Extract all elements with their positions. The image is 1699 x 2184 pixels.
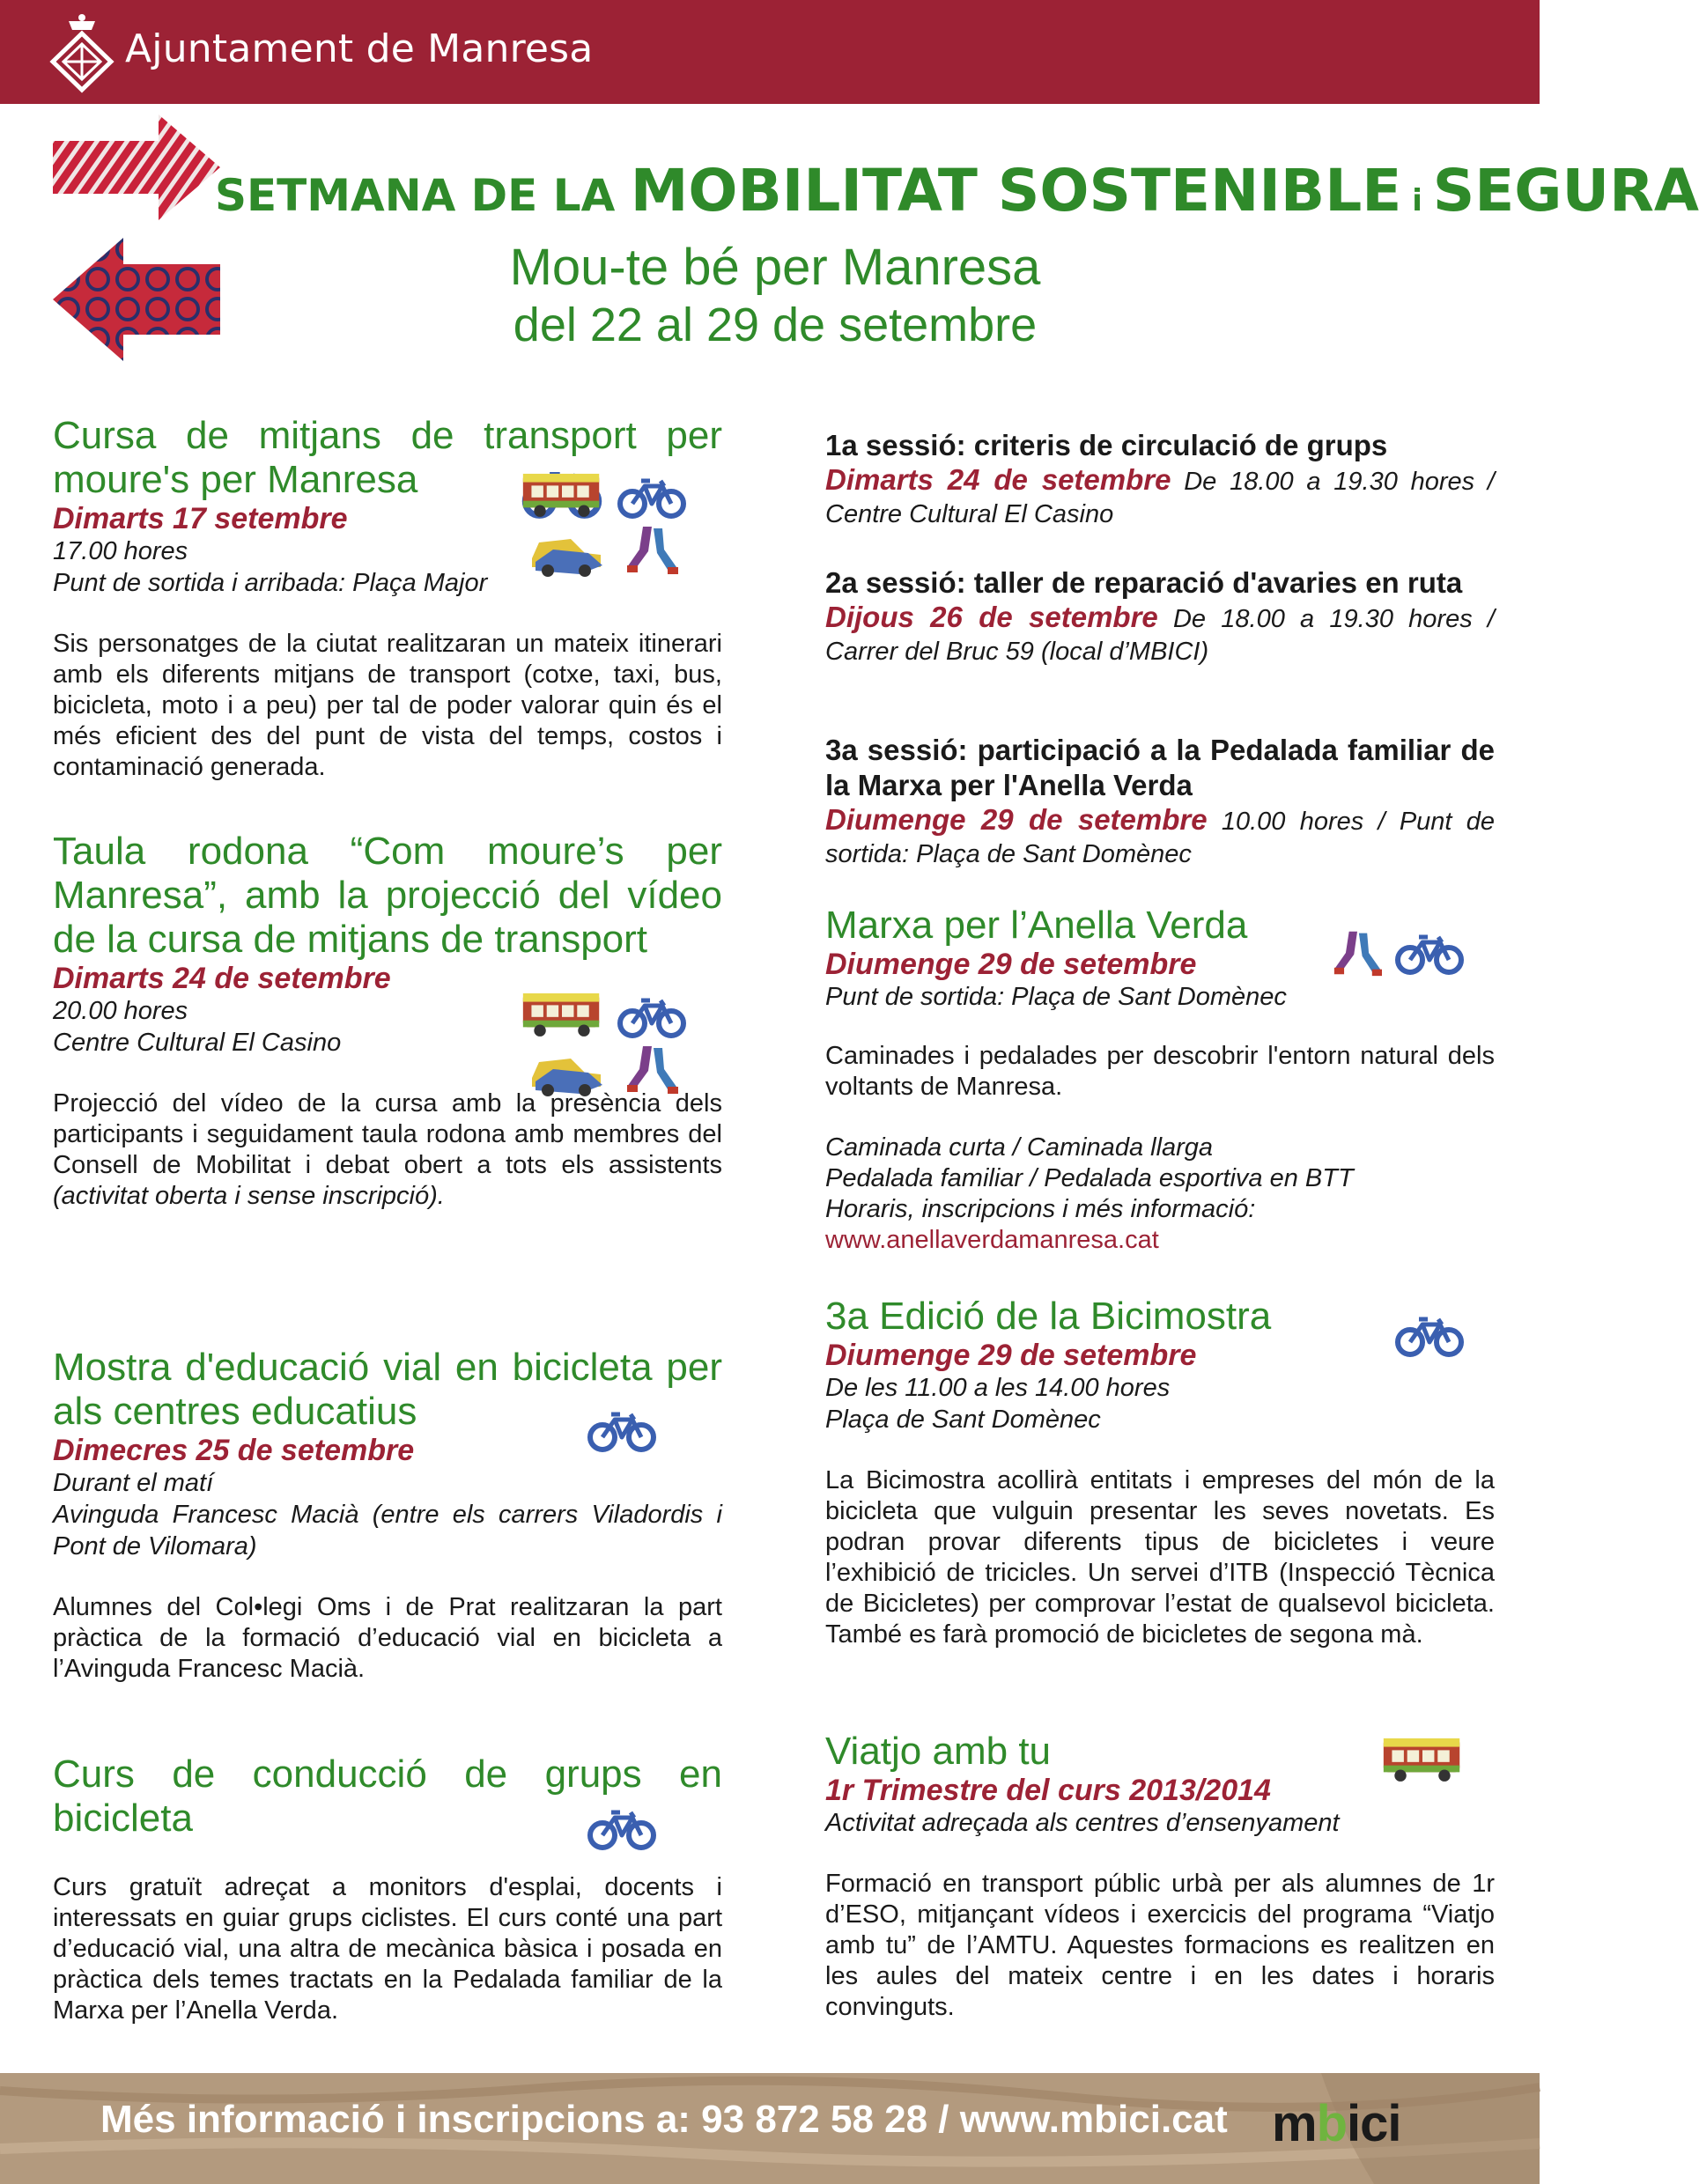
event-title: Taula rodona “Com moure’s per Manresa”, amb la projecció del vídeo de la cursa de mitjans de transport	[53, 830, 722, 961]
session-time-place: De 18.00 a 19.30 hores / Centre Cultural El Casino	[825, 468, 1495, 528]
city-crest-icon	[49, 12, 114, 93]
activity-list-2: Pedalada familiar / Pedalada esportiva en BTT	[825, 1164, 1354, 1192]
event-location: Centre Cultural El Casino	[53, 1029, 342, 1057]
event-date: Dimarts 24 de setembre	[53, 962, 391, 995]
organization-name: Ajuntament de Manresa	[125, 26, 594, 71]
event-title: Mostra d'educació vial en bicicleta per als centres educatius	[53, 1346, 722, 1433]
walking-icon	[1333, 928, 1382, 978]
session-details	[825, 803, 1495, 871]
session-date: Dijous 26 de setembre	[825, 601, 1158, 633]
event-location: Avinguda Francesc Macià (entre els carrers Viladordis i Pont de Vilomara)	[53, 1501, 722, 1561]
mbici-logo	[1272, 2094, 1401, 2153]
arrows-logo-icon	[53, 114, 220, 387]
event-description: Sis personatges de la ciutat realitzaran un mateix itinerari amb els diferents mitjans de transport (cotxe, taxi, bus, bicicleta, moto i a peu) per tal de poder valorar quin és el més eficient des del punt de vista del temps, costos i contaminació generada.	[53, 630, 722, 781]
event-title: Viatjo amb tu	[825, 1730, 1052, 1773]
bicycle-icon	[1394, 932, 1465, 976]
event-road-education	[53, 1346, 722, 1685]
session-1	[825, 428, 1495, 531]
session-details	[825, 463, 1495, 531]
walking-icon	[625, 523, 678, 576]
event-location: Plaça de Sant Domènec	[825, 1406, 1101, 1434]
bicycle-icon	[587, 1409, 657, 1453]
event-audience: Activitat adreçada als centres d’ensenyament	[825, 1809, 1340, 1837]
session-title: 1a sessió: criteris de circulació de grups	[825, 429, 1388, 461]
contact-info: Més informació i inscripcions a: 93 872 58 28 / www.mbici.cat	[100, 2098, 1228, 2141]
title-part-4: SEGURA	[1432, 157, 1699, 225]
session-time-place: De 18.00 a 19.30 hores / Carrer del Bruc 59 (local d’MBICI)	[825, 605, 1495, 666]
event-green-ring-walk	[825, 904, 1495, 1256]
event-description: La Bicimostra acollirà entitats i empreses del món de la bicicleta que vulguin presentar les seves novetats. Es podran provar diferents tipus de bicicletes i veure l’exhibició de tricicles. Un servei d’ITB (Inspecció Tècnica de Bicicletes) per comprovar l’estat de qualsevol bicicleta. També es farà promoció de bicicletes de segona mà.	[825, 1466, 1495, 1649]
bicycle-icon	[1394, 1314, 1465, 1358]
bicycle-icon	[617, 476, 687, 520]
event-transport-race	[53, 414, 722, 783]
event-time: De les 11.00 a les 14.00 hores	[825, 1374, 1171, 1402]
bus-icon	[1380, 1733, 1465, 1784]
description-note: (activitat oberta i sense inscripció).	[53, 1182, 445, 1210]
walking-icon	[625, 1043, 678, 1096]
event-date: 1r Trimestre del curs 2013/2014	[825, 1774, 1271, 1807]
event-time: 20.00 hores	[53, 997, 188, 1025]
bicycle-icon	[587, 1807, 657, 1851]
event-date: Diumenge 29 de setembre	[825, 1339, 1197, 1372]
campaign-subtitle: Mou-te bé per Manresa	[509, 239, 1041, 296]
event-description: Formació en transport públic urbà per als alumnes de 1r d’ESO, mitjançant vídeos i exercicis del programa “Viatjo amb tu” de l’AMTU. Aquestes formacions es realitzen en les aules del mateix centre i en les dates i horaris convinguts.	[825, 1870, 1495, 2021]
bus-icon	[520, 469, 604, 520]
event-description	[53, 1088, 722, 1212]
session-date: Diumenge 29 de setembre	[825, 803, 1208, 836]
event-round-table	[53, 830, 722, 1212]
title-part-3: i	[1401, 183, 1433, 218]
session-title: 3a sessió: participació a la Pedalada familiar de la Marxa per l'Anella Verda	[825, 734, 1495, 801]
session-title: 2a sessió: taller de reparació d'avaries en ruta	[825, 566, 1463, 599]
info-label: Horaris, inscripcions i més informació:	[825, 1195, 1256, 1223]
logo-part-2: b	[1316, 2095, 1348, 2152]
bicycle-icon	[617, 995, 687, 1039]
title-part-1: SETMANA DE LA	[215, 170, 631, 221]
event-title: Marxa per l’Anella Verda	[825, 904, 1248, 947]
footer-bar	[0, 2073, 1540, 2184]
session-details	[825, 601, 1495, 668]
event-time: 17.00 hores	[53, 537, 188, 565]
session-date: Dimarts 24 de setembre	[825, 463, 1171, 496]
event-date: Dimarts 17 setembre	[53, 502, 348, 535]
event-title: Cursa de mitjans de transport per moure's per Manresa	[53, 414, 722, 501]
logo-part-1: m	[1272, 2095, 1317, 2152]
event-description: Caminades i pedalades per descobrir l'entorn natural dels voltants de Manresa.	[825, 1042, 1495, 1101]
header-bar	[0, 0, 1540, 104]
car-icon	[527, 1046, 606, 1099]
session-2	[825, 565, 1495, 668]
session-time-place: 10.00 hores / Punt de sortida: Plaça de Sant Domènec	[825, 808, 1495, 868]
event-description: Curs gratuït adreçat a monitors d'esplai, docents i interessats en guiar grups ciclistes. El curs conté una part d’educació vial, una altra de mecànica bàsica i posada en pràctica dels temes tractats en la Pedalada familiar de la Marxa per l’Anella Verda.	[53, 1873, 722, 2025]
bus-icon	[520, 988, 604, 1039]
event-date: Diumenge 29 de setembre	[825, 948, 1197, 981]
campaign-title	[215, 157, 1699, 225]
event-time: Durant el matí	[53, 1469, 214, 1497]
logo-part-3: ici	[1347, 2095, 1401, 2152]
event-location: Punt de sortida i arribada: Plaça Major	[53, 569, 488, 597]
car-icon	[527, 527, 606, 579]
event-title: Curs de conducció de grups en bicicleta	[53, 1752, 722, 1840]
event-group-riding-course	[53, 1752, 722, 2026]
anella-verda-link[interactable]: www.anellaverdamanresa.cat	[825, 1226, 1159, 1254]
event-date: Dimecres 25 de setembre	[53, 1434, 415, 1467]
title-part-2: MOBILITAT SOSTENIBLE	[630, 157, 1402, 225]
activity-list-1: Caminada curta / Caminada llarga	[825, 1133, 1214, 1162]
session-3	[825, 733, 1495, 871]
campaign-dates: del 22 al 29 de setembre	[513, 299, 1038, 351]
description-main: Projecció del vídeo de la cursa amb la presència dels participants i seguidament taula rodona amb membres del Consell de Mobilitat i debat obert a tots els assistents	[53, 1089, 722, 1179]
event-travel-with-you	[825, 1730, 1495, 2023]
event-description: Alumnes del Col•legi Oms i de Prat realitzaran la part pràctica de la formació d’educació vial en bicicleta a l’Avinguda Francesc Macià.	[53, 1593, 722, 1683]
event-title: 3a Edició de la Bicimostra	[825, 1295, 1272, 1338]
event-location: Punt de sortida: Plaça de Sant Domènec	[825, 983, 1287, 1011]
event-bicimostra	[825, 1295, 1495, 1650]
